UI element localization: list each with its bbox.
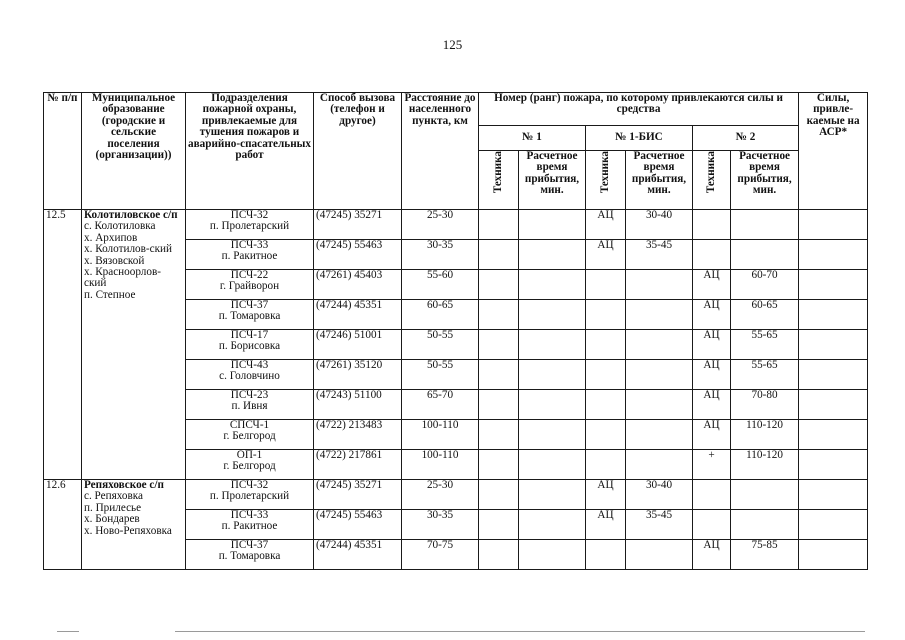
rank2-tech: АЦ [693, 360, 731, 390]
rank2-tech [693, 240, 731, 270]
unit-location: п. Пролетарский [209, 220, 290, 233]
rank1-time [519, 420, 586, 450]
rank1bis-time [626, 540, 693, 570]
rank1bis-time: 35-45 [626, 240, 693, 270]
unit-name: ПСЧ-23 [230, 389, 269, 401]
section-number: 12.5 [44, 210, 82, 480]
rank2-time: 110-120 [731, 450, 799, 480]
rank1-tech [479, 330, 519, 360]
footer-rule-left [57, 631, 79, 632]
settlement-name: х. Колотилов-ский [84, 243, 173, 256]
phone-number: (4722) 217861 [314, 450, 402, 480]
rank2-tech: АЦ [693, 300, 731, 330]
phone-number: (47261) 45403 [314, 270, 402, 300]
settlement-name: х. Вязовской [84, 254, 145, 267]
rank1bis-time [626, 300, 693, 330]
rank2-time [731, 210, 799, 240]
rank2-tech: + [693, 450, 731, 480]
header-tech-2-label: Техника [704, 151, 717, 194]
unit-cell [186, 510, 314, 540]
settlement-name: х. Ново-Репяховка [84, 524, 172, 537]
settlement-name: х. Красноорлов-ский [84, 266, 161, 290]
asr-forces [799, 420, 868, 450]
distance-km: 70-75 [402, 540, 479, 570]
rank1bis-time: 30-40 [626, 210, 693, 240]
unit-cell [186, 450, 314, 480]
rank2-time: 60-70 [731, 270, 799, 300]
asr-forces [799, 270, 868, 300]
distance-km: 50-55 [402, 360, 479, 390]
header-distance: Расстояние до населенного пункта, км [402, 93, 479, 210]
distance-km: 25-30 [402, 210, 479, 240]
unit-name: ПСЧ-43 [230, 359, 269, 371]
rank2-time: 110-120 [731, 420, 799, 450]
unit-location: п. Борисовка [218, 340, 281, 353]
distance-km: 100-110 [402, 420, 479, 450]
rank1-tech [479, 270, 519, 300]
header-time-2: Расчетное время прибытия, мин. [731, 151, 799, 210]
header-time-1bis: Расчетное время прибытия, мин. [626, 151, 693, 210]
rank1-time [519, 540, 586, 570]
header-asr: Силы, привле-каемые на АСР* [799, 93, 868, 210]
header-rank-2: № 2 [693, 126, 799, 151]
unit-location: п. Пролетарский [209, 490, 290, 503]
rank2-tech [693, 510, 731, 540]
table-row [44, 210, 868, 240]
unit-location: п. Томаровка [218, 310, 281, 323]
rank2-time [731, 510, 799, 540]
rank1bis-tech [586, 360, 626, 390]
rank1bis-time [626, 360, 693, 390]
unit-cell [186, 240, 314, 270]
unit-name: ПСЧ-32 [230, 209, 269, 221]
rank2-time [731, 480, 799, 510]
rank1bis-tech [586, 300, 626, 330]
rank1bis-time: 30-40 [626, 480, 693, 510]
phone-number: (47246) 51001 [314, 330, 402, 360]
header-num: № п/п [44, 93, 82, 210]
settlement-name: х. Бондарев [84, 513, 140, 526]
header-tech-1-label: Техника [491, 151, 504, 194]
phone-number: (4722) 213483 [314, 420, 402, 450]
unit-name: ПСЧ-37 [230, 299, 269, 311]
unit-name: ПСЧ-32 [230, 479, 269, 491]
unit-name: ПСЧ-33 [230, 239, 269, 251]
rank1-time [519, 300, 586, 330]
rank1-time [519, 270, 586, 300]
table-row [44, 480, 868, 510]
rank2-time [731, 240, 799, 270]
asr-forces [799, 540, 868, 570]
rank2-time: 75-85 [731, 540, 799, 570]
header-fire-rank: Номер (ранг) пожара, по которому привлекаются силы и средства [479, 93, 799, 126]
unit-location: с. Головчино [219, 370, 280, 383]
unit-location: г. Белгород [223, 430, 276, 443]
rank1bis-time [626, 390, 693, 420]
unit-cell [186, 540, 314, 570]
phone-number: (47245) 55463 [314, 510, 402, 540]
distance-km: 25-30 [402, 480, 479, 510]
municipality-cell [82, 210, 186, 480]
asr-forces [799, 510, 868, 540]
rank1-time [519, 360, 586, 390]
rank1bis-time [626, 330, 693, 360]
page-number: 125 [442, 37, 463, 52]
municipality-name: Колотиловское с/п [84, 209, 178, 221]
rank2-time: 55-65 [731, 360, 799, 390]
unit-name: ПСЧ-22 [230, 269, 269, 281]
unit-cell [186, 270, 314, 300]
rank1-time [519, 480, 586, 510]
settlement-name: п. Степное [84, 288, 136, 301]
rank1-tech [479, 540, 519, 570]
unit-location: п. Ракитное [221, 250, 278, 263]
rank1-tech [479, 420, 519, 450]
asr-forces [799, 300, 868, 330]
distance-km: 65-70 [402, 390, 479, 420]
rank1-time [519, 510, 586, 540]
rank1bis-tech: АЦ [586, 480, 626, 510]
header-time-1: Расчетное время прибытия, мин. [519, 151, 586, 210]
rank1bis-tech [586, 390, 626, 420]
phone-number: (47245) 55463 [314, 240, 402, 270]
rank1-time [519, 240, 586, 270]
header-call-method: Способ вызова (телефон и другое) [314, 93, 402, 210]
distance-km: 30-35 [402, 240, 479, 270]
header-tech-2 [693, 151, 731, 210]
rank1-tech [479, 510, 519, 540]
rank2-tech: АЦ [693, 420, 731, 450]
unit-name: ПСЧ-17 [230, 329, 269, 341]
unit-name: СПСЧ-1 [229, 419, 270, 431]
rank1bis-tech [586, 420, 626, 450]
rank1-tech [479, 480, 519, 510]
unit-location: п. Ивня [231, 400, 268, 413]
phone-number: (47245) 35271 [314, 210, 402, 240]
rank1bis-tech [586, 270, 626, 300]
header-tech-1 [479, 151, 519, 210]
rank1-time [519, 210, 586, 240]
phone-number: (47244) 45351 [314, 540, 402, 570]
header-unit: Подразделения пожарной охраны, привлекаемые для тушения пожаров и аварийно-спасательных работ [186, 93, 314, 210]
rank2-time: 70-80 [731, 390, 799, 420]
distance-km: 55-60 [402, 270, 479, 300]
asr-forces [799, 210, 868, 240]
rank1-tech [479, 360, 519, 390]
rank2-tech: АЦ [693, 390, 731, 420]
rank2-tech: АЦ [693, 540, 731, 570]
municipality-name: Репяховское с/п [84, 479, 164, 491]
rank1-tech [479, 240, 519, 270]
header-rank-1: № 1 [479, 126, 586, 151]
rank1-tech [479, 210, 519, 240]
rank2-tech: АЦ [693, 270, 731, 300]
table-body [44, 210, 868, 570]
unit-cell [186, 300, 314, 330]
rank1-tech [479, 300, 519, 330]
rank1bis-tech: АЦ [586, 240, 626, 270]
unit-cell [186, 390, 314, 420]
table-header [44, 93, 868, 210]
fire-resources-table [43, 92, 868, 570]
unit-location: п. Томаровка [218, 550, 281, 563]
rank1bis-tech [586, 540, 626, 570]
rank1bis-time: 35-45 [626, 510, 693, 540]
rank1-time [519, 450, 586, 480]
unit-name: ПСЧ-33 [230, 509, 269, 521]
municipality-cell [82, 480, 186, 570]
phone-number: (47261) 35120 [314, 360, 402, 390]
unit-cell [186, 420, 314, 450]
asr-forces [799, 450, 868, 480]
section-number: 12.6 [44, 480, 82, 570]
settlement-name: с. Колотиловка [84, 220, 156, 233]
distance-km: 50-55 [402, 330, 479, 360]
settlement-name: п. Прилесье [84, 501, 142, 514]
settlement-name: х. Архипов [84, 231, 138, 244]
unit-cell [186, 480, 314, 510]
rank1bis-time [626, 270, 693, 300]
rank1bis-tech [586, 450, 626, 480]
rank2-time: 55-65 [731, 330, 799, 360]
phone-number: (47245) 35271 [314, 480, 402, 510]
rank2-time: 60-65 [731, 300, 799, 330]
asr-forces [799, 480, 868, 510]
header-tech-1bis-label: Техника [598, 151, 611, 194]
rank1-tech [479, 450, 519, 480]
rank2-tech [693, 210, 731, 240]
unit-cell [186, 360, 314, 390]
phone-number: (47243) 51100 [314, 390, 402, 420]
unit-name: ОП-1 [236, 449, 263, 461]
rank1bis-time [626, 450, 693, 480]
rank1bis-tech [586, 330, 626, 360]
header-rank-1bis: № 1-БИС [586, 126, 693, 151]
unit-cell [186, 330, 314, 360]
distance-km: 30-35 [402, 510, 479, 540]
rank2-tech [693, 480, 731, 510]
unit-cell [186, 210, 314, 240]
footer-rule [175, 631, 865, 632]
asr-forces [799, 360, 868, 390]
unit-location: г. Белгород [223, 460, 276, 473]
rank1bis-tech: АЦ [586, 510, 626, 540]
asr-forces [799, 330, 868, 360]
unit-location: п. Ракитное [221, 520, 278, 533]
asr-forces [799, 240, 868, 270]
phone-number: (47244) 45351 [314, 300, 402, 330]
asr-forces [799, 390, 868, 420]
rank1bis-tech: АЦ [586, 210, 626, 240]
unit-name: ПСЧ-37 [230, 539, 269, 551]
distance-km: 100-110 [402, 450, 479, 480]
distance-km: 60-65 [402, 300, 479, 330]
rank1bis-time [626, 420, 693, 450]
header-tech-1bis [586, 151, 626, 210]
rank1-tech [479, 390, 519, 420]
rank1-time [519, 390, 586, 420]
header-municipality: Муниципальное образование (городские и сельские поселения (организации)) [82, 93, 186, 210]
rank1-time [519, 330, 586, 360]
rank2-tech: АЦ [693, 330, 731, 360]
unit-location: г. Грайворон [219, 280, 280, 293]
settlement-name: с. Репяховка [84, 490, 144, 503]
